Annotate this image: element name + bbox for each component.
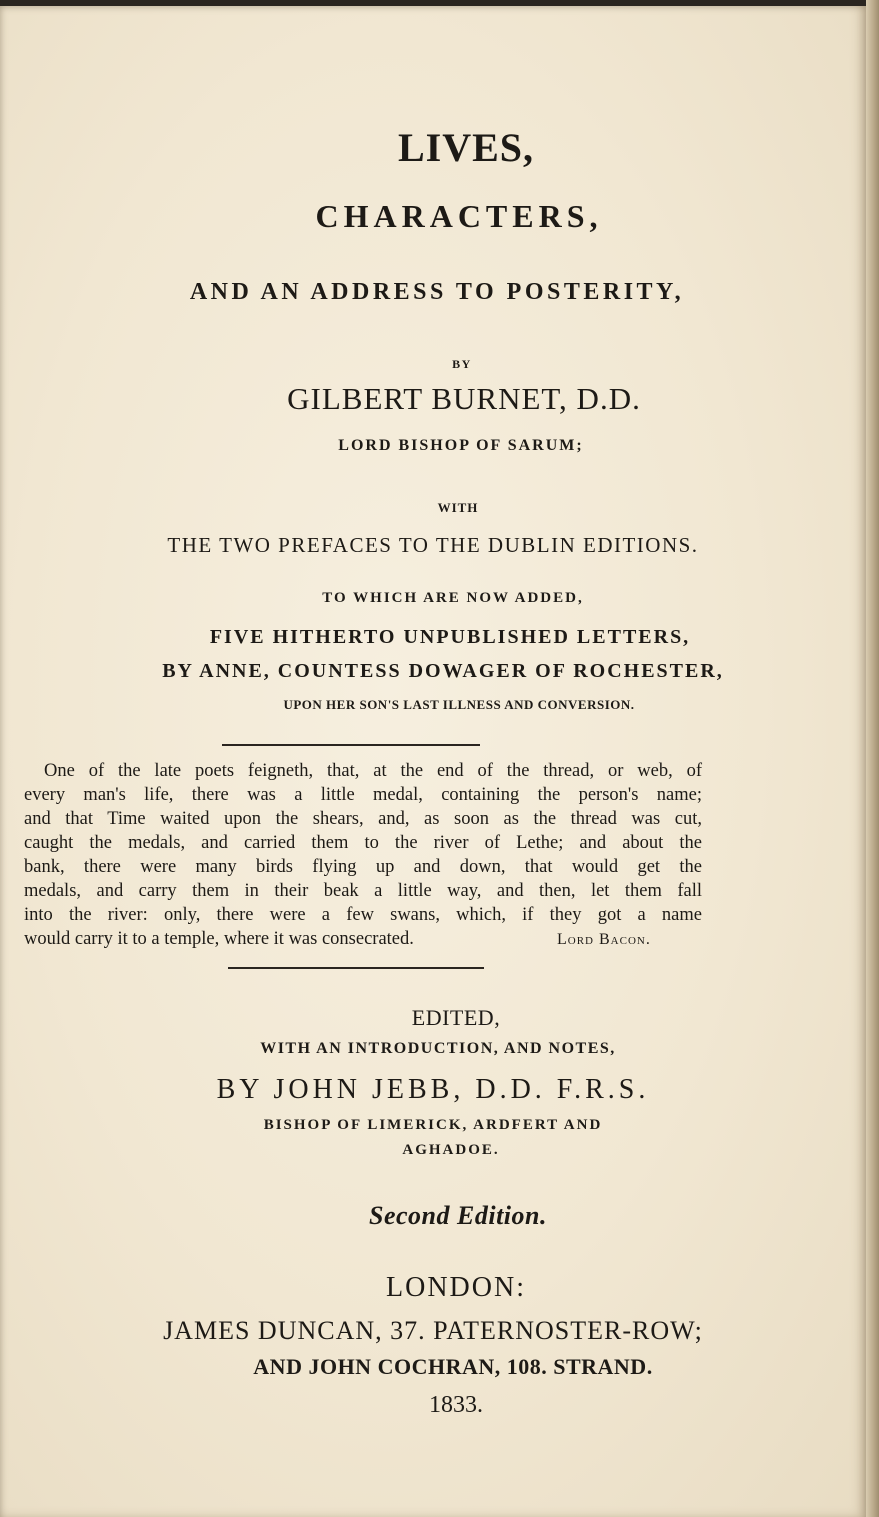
epigraph-line: medals, and carry them in their beak a little way, and then, let them fall: [24, 881, 702, 901]
author-office: LORD BISHOP OF SARUM;: [338, 437, 584, 454]
editor-name: BY JOHN JEBB, D.D. F.R.S.: [216, 1074, 650, 1105]
epigraph-last-line: would carry it to a temple, where it was consecrated.: [24, 929, 414, 949]
subtitle-characters: CHARACTERS,: [315, 198, 603, 234]
imprint-year: 1833.: [429, 1392, 483, 1418]
upon-line: UPON HER SON'S LAST ILLNESS AND CONVERSION.: [283, 697, 635, 712]
page-top-edge: [0, 0, 866, 6]
editor-office-line1: BISHOP OF LIMERICK, ARDFERT AND: [263, 1117, 603, 1133]
intro-line: WITH AN INTRODUCTION, AND NOTES,: [260, 1040, 616, 1057]
by-label: BY: [452, 357, 472, 371]
subtitle-address: AND AN ADDRESS TO POSTERITY,: [189, 279, 685, 305]
with-label: WITH: [437, 500, 479, 515]
added-line: TO WHICH ARE NOW ADDED,: [322, 590, 584, 606]
epigraph-attribution: Lord Bacon.: [557, 931, 651, 948]
epigraph-line: One of the late poets feigneth, that, at the end of the thread, or web, of: [44, 761, 702, 781]
epigraph-line: caught the medals, and carried them to the river of Lethe; and about the: [24, 833, 702, 853]
page-right-edge: [866, 0, 879, 1517]
imprint-publisher2: AND JOHN COCHRAN, 108. STRAND.: [253, 1354, 653, 1379]
divider-rule-bottom: [228, 967, 484, 969]
epigraph: [24, 759, 702, 951]
epigraph-line: and that Time waited upon the shears, and, as soon as the thread was cut,: [24, 809, 702, 829]
imprint-publisher1: JAMES DUNCAN, 37. PATERNOSTER-ROW;: [163, 1316, 703, 1345]
edition-label: Second Edition.: [369, 1201, 547, 1230]
prefaces-line: THE TWO PREFACES TO THE DUBLIN EDITIONS.: [167, 533, 699, 557]
epigraph-line: into the river: only, there were a few swans, which, if they got a name: [24, 905, 702, 925]
letters-line: FIVE HITHERTO UNPUBLISHED LETTERS,: [209, 626, 691, 648]
author-name: GILBERT BURNET, D.D.: [287, 381, 641, 416]
countess-line: BY ANNE, COUNTESS DOWAGER OF ROCHESTER,: [162, 660, 724, 682]
imprint-city: LONDON:: [386, 1272, 526, 1303]
book-title: LIVES,: [397, 125, 535, 170]
epigraph-line: bank, there were many birds flying up and down, that would get the: [24, 857, 702, 877]
epigraph-line: every man's life, there was a little medal, containing the person's name;: [24, 785, 702, 805]
edited-label: EDITED,: [411, 1005, 501, 1030]
divider-rule-top: [222, 744, 480, 746]
editor-office-line2: AGHADOE.: [402, 1142, 500, 1158]
